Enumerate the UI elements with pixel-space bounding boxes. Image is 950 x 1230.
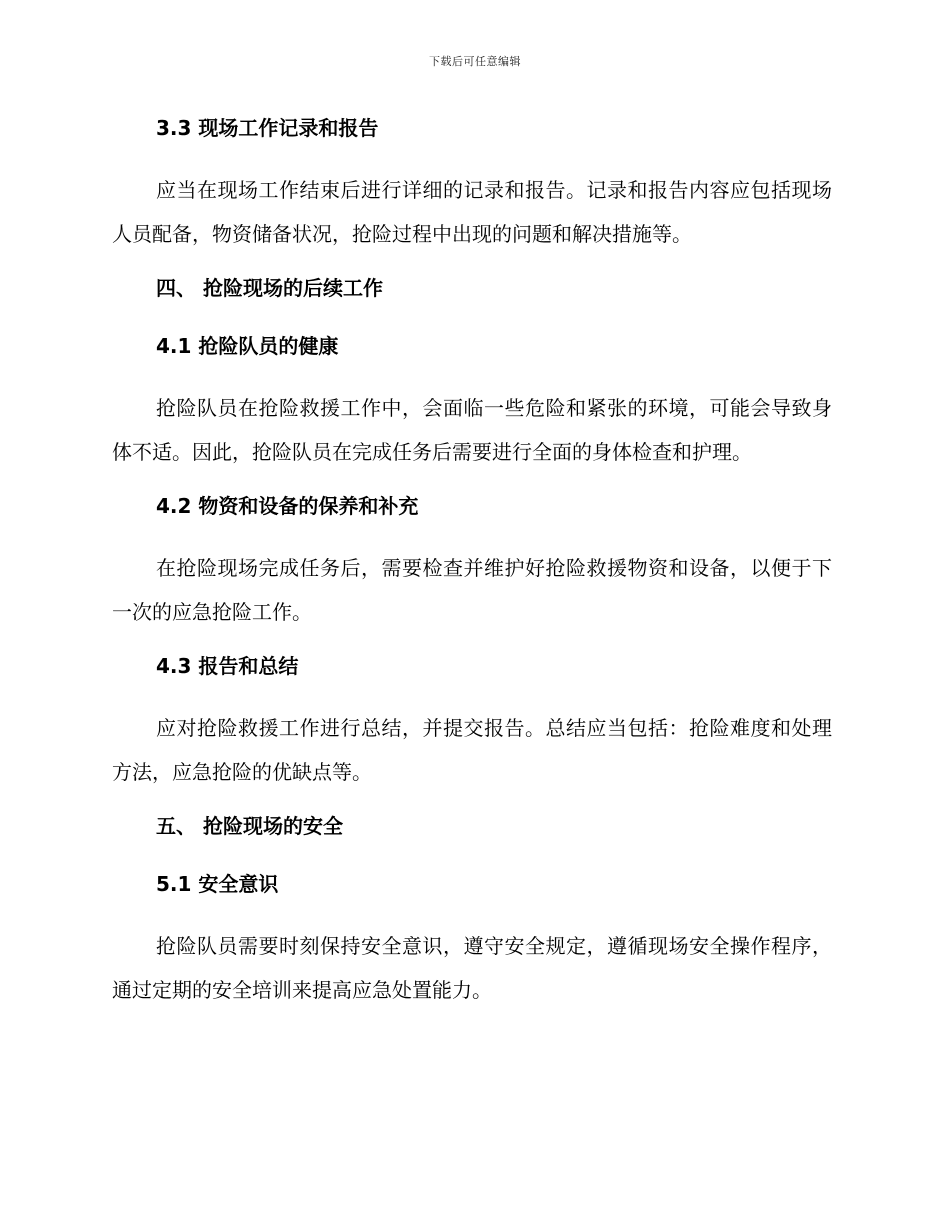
section-heading-3-3: 3.3 现场工作记录和报告 [156, 116, 379, 140]
paragraph-4-2: 在抢险现场完成任务后，需要检查并维护好抢险救援物资和设备，以便于下一次的应急抢险工作。 [112, 556, 832, 624]
document-body [112, 110, 832, 1012]
section-heading-4-3: 4.3 报告和总结 [156, 654, 299, 678]
chapter-heading-5: 五、 抢险现场的安全 [156, 814, 343, 838]
paragraph-4-3: 应对抢险救援工作进行总结，并提交报告。总结应当包括：抢险难度和处理方法，应急抢险的优缺点等。 [112, 716, 832, 784]
chapter-heading-4: 四、 抢险现场的后续工作 [156, 276, 383, 300]
paragraph-5-1: 抢险队员需要时刻保持安全意识，遵守安全规定，遵循现场安全操作程序，通过定期的安全培训来提高应急处置能力。 [112, 934, 832, 1002]
section-heading-5-1: 5.1 安全意识 [156, 872, 279, 896]
paragraph-4-1: 抢险队员在抢险救援工作中，会面临一些危险和紧张的环境，可能会导致身体不适。因此，抢险队员在完成任务后需要进行全面的身体检查和护理。 [112, 396, 832, 464]
header-note: 下载后可任意编辑 [429, 55, 521, 68]
section-heading-4-2: 4.2 物资和设备的保养和补充 [156, 494, 419, 518]
section-heading-4-1: 4.1 抢险队员的健康 [156, 334, 339, 358]
paragraph-3-3: 应当在现场工作结束后进行详细的记录和报告。记录和报告内容应包括现场人员配备，物资储备状况，抢险过程中出现的问题和解决措施等。 [112, 178, 832, 246]
